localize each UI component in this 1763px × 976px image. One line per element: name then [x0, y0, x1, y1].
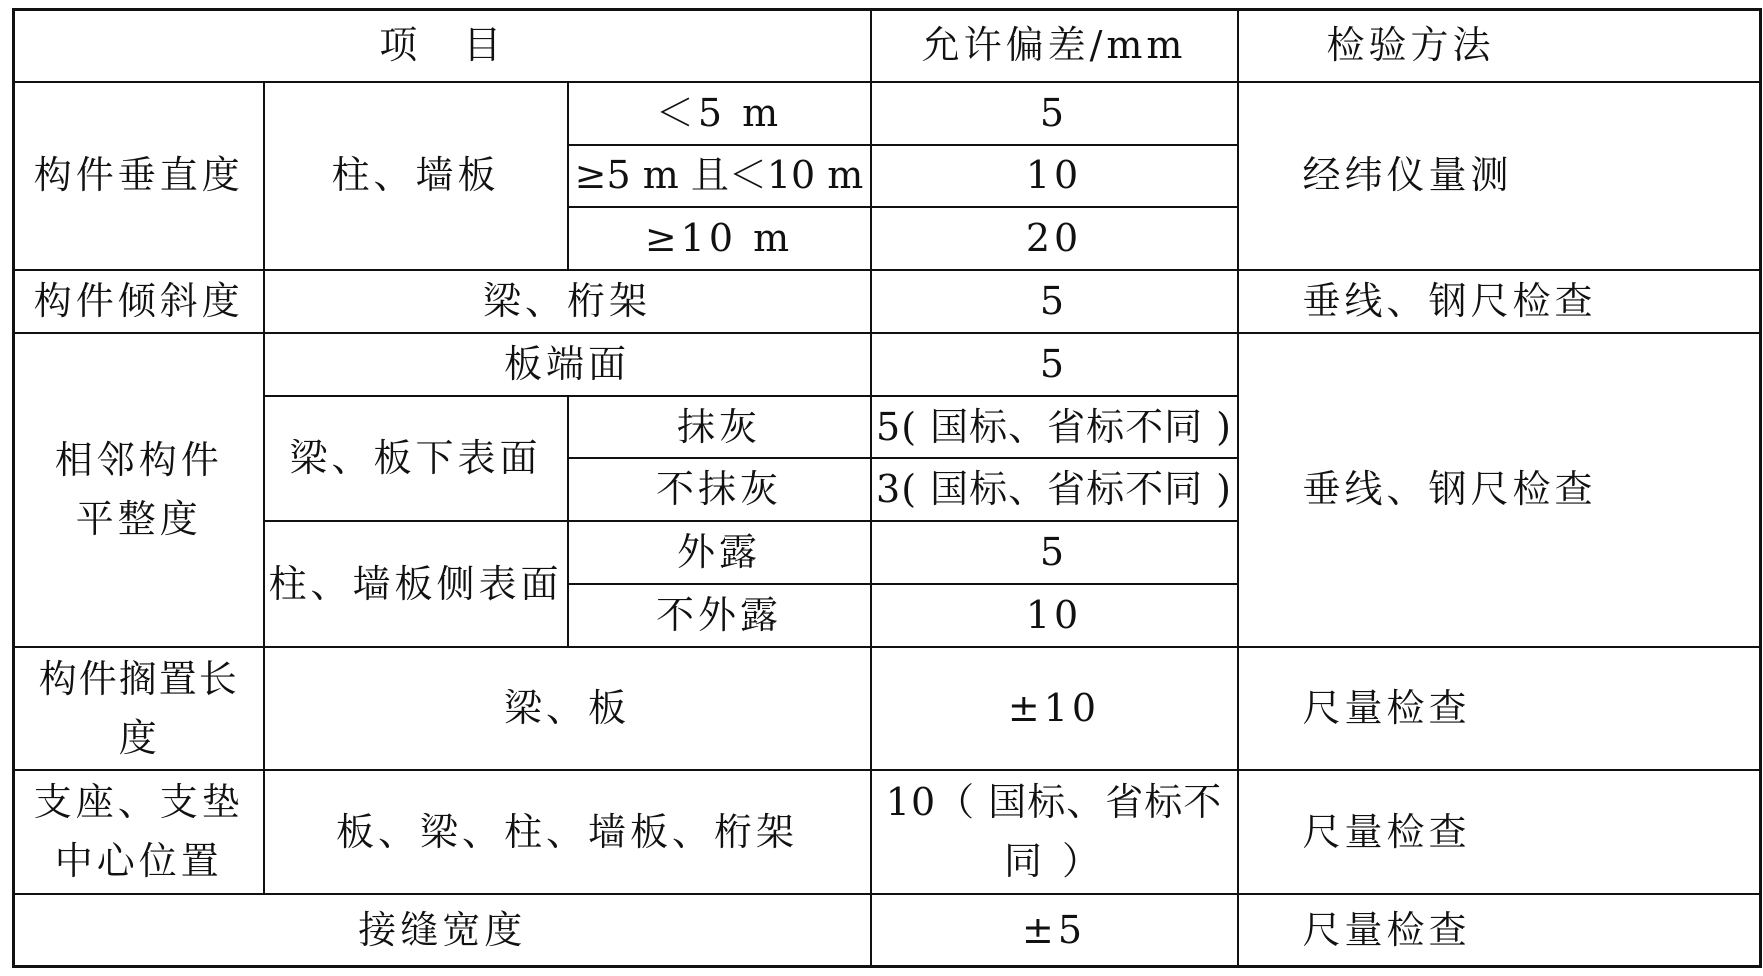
flatness-label-line-1: 相邻构件: [54, 437, 223, 482]
vertical-sub-3: ≥10 m: [568, 207, 871, 270]
incline-method: 垂线、钢尺检查: [1238, 270, 1761, 333]
table-row: [14, 770, 1761, 894]
plastered-value: 5( 国标、省标不同 ): [871, 396, 1238, 459]
exposed-value: 5: [871, 521, 1238, 584]
vertical-sub-1: ＜5 m: [568, 82, 871, 145]
end-face-value: 5: [871, 333, 1238, 396]
joint-label: 接缝宽度: [14, 894, 871, 966]
vertical-member: 柱、墙板: [264, 82, 568, 270]
bearing-member: 梁、板: [264, 647, 871, 771]
support-label-line-1: 支座、支垫: [33, 780, 244, 825]
support-member: 板、梁、柱、墙板、桁架: [264, 770, 871, 894]
unexposed: 不外露: [568, 584, 871, 647]
flatness-method: 垂线、钢尺检查: [1238, 333, 1761, 647]
table-row: [14, 82, 1761, 145]
vertical-value-3: 20: [871, 207, 1238, 270]
unplastered-value: 3( 国标、省标不同 ): [871, 458, 1238, 521]
support-value-line-2: 同 ）: [1003, 839, 1105, 884]
flatness-label: [14, 333, 264, 647]
incline-member: 梁、桁架: [264, 270, 871, 333]
vertical-value-1: 5: [871, 82, 1238, 145]
support-label-line-2: 中心位置: [54, 839, 223, 884]
support-method: 尺量检查: [1238, 770, 1761, 894]
header-tolerance: 允许偏差/mm: [871, 10, 1238, 82]
table-row: [14, 333, 1761, 396]
plastered: 抹灰: [568, 396, 871, 459]
header-item: 项 目: [14, 10, 871, 82]
incline-label: 构件倾斜度: [14, 270, 264, 333]
flatness-label-line-2: 平整度: [75, 496, 202, 541]
side-surface: 柱、墙板侧表面: [264, 521, 568, 647]
unexposed-value: 10: [871, 584, 1238, 647]
joint-method: 尺量检查: [1238, 894, 1761, 966]
header-method: 检验方法: [1238, 10, 1761, 82]
end-face: 板端面: [264, 333, 871, 396]
joint-value: ±5: [871, 894, 1238, 966]
tolerance-table: [12, 8, 1762, 968]
support-label: [14, 770, 264, 894]
support-value: [871, 770, 1238, 894]
table-row: [14, 270, 1761, 333]
bearing-label: 构件搁置长度: [14, 647, 264, 771]
exposed: 外露: [568, 521, 871, 584]
vertical-sub-2: ≥5 m 且＜10 m: [568, 145, 871, 208]
bearing-method: 尺量检查: [1238, 647, 1761, 771]
support-value-line-1: 10（ 国标、省标不: [885, 780, 1223, 825]
unplastered: 不抹灰: [568, 458, 871, 521]
incline-value: 5: [871, 270, 1238, 333]
table-row: [14, 894, 1761, 966]
vertical-method: 经纬仪量测: [1238, 82, 1761, 270]
lower-surface: 梁、板下表面: [264, 396, 568, 522]
bearing-value: ±10: [871, 647, 1238, 771]
header-row: [14, 10, 1761, 82]
vertical-value-2: 10: [871, 145, 1238, 208]
table-row: [14, 647, 1761, 771]
vertical-label: 构件垂直度: [14, 82, 264, 270]
